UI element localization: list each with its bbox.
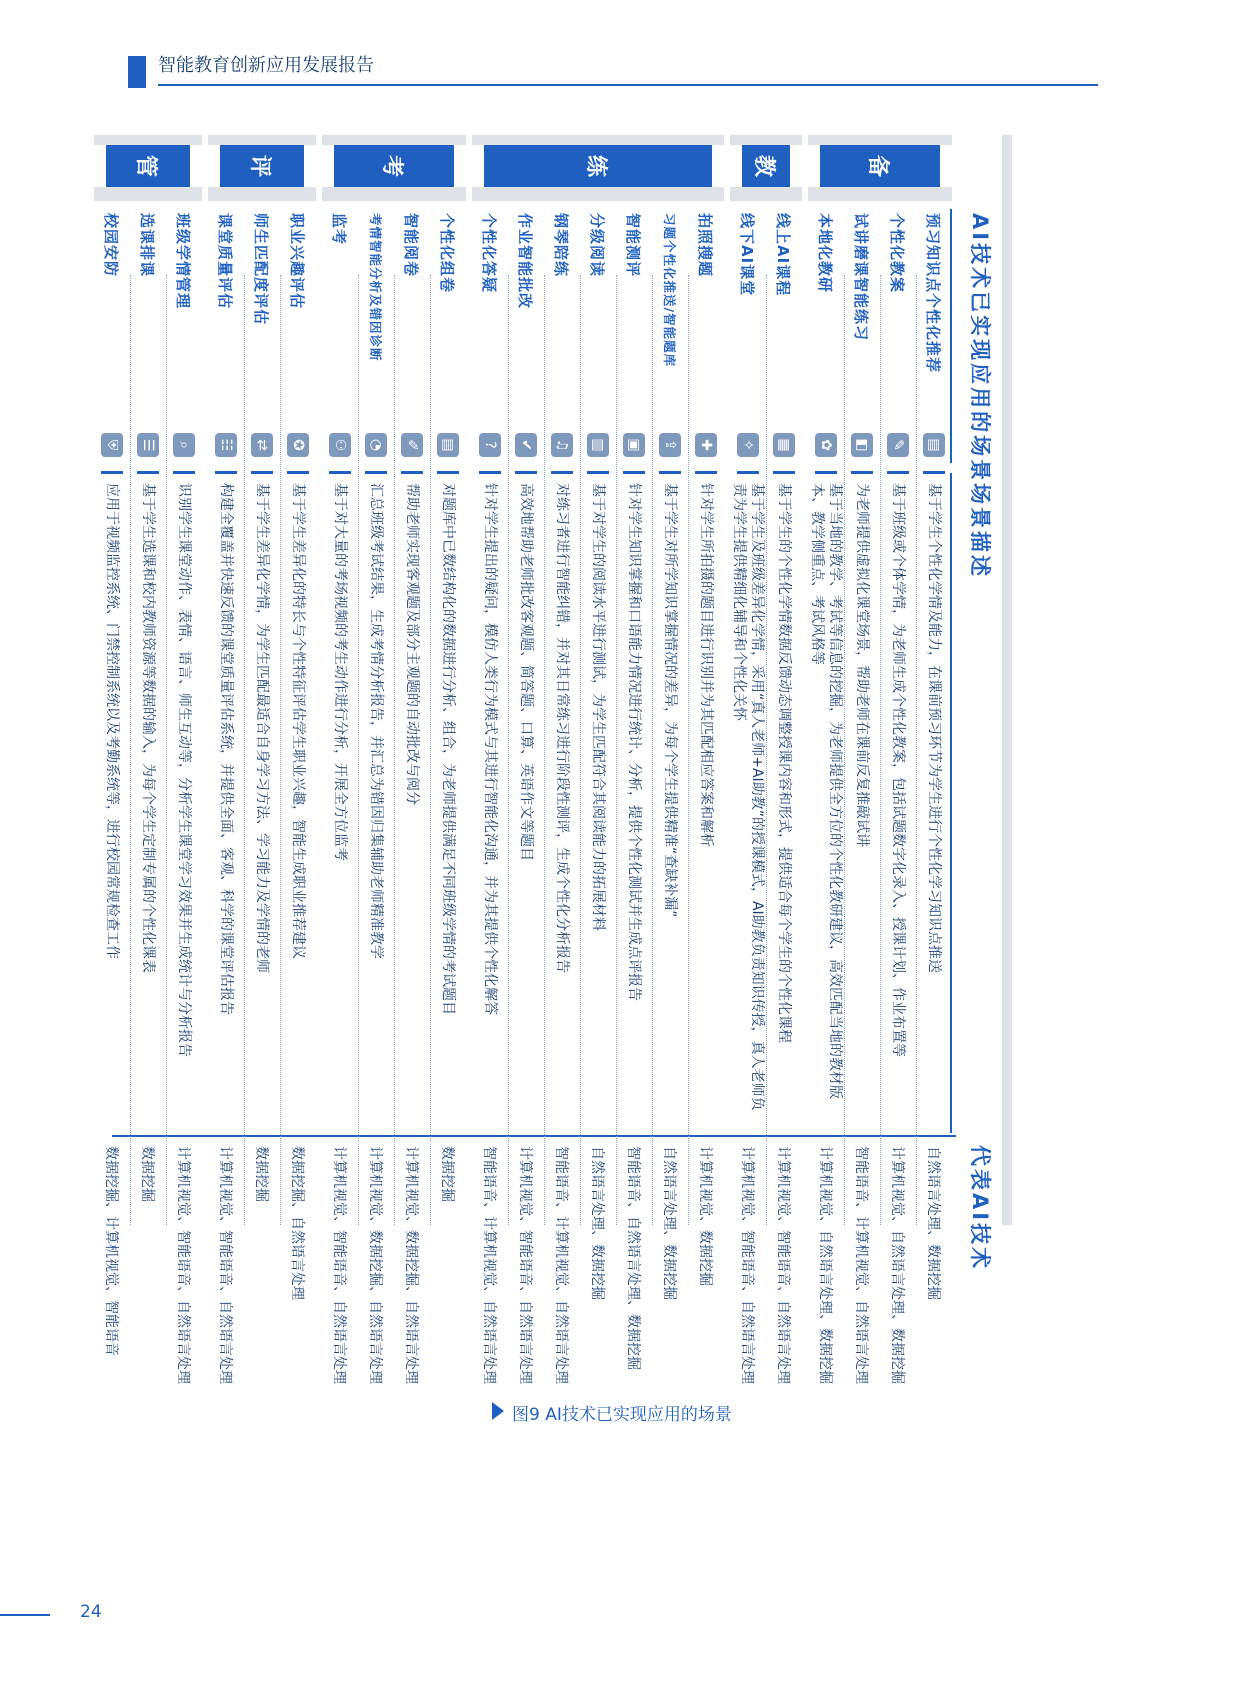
group-gutter bbox=[730, 135, 802, 145]
scenario-name: 智能测评 bbox=[624, 213, 643, 278]
scenario-description: 基于学生的个性化学情数据反馈动态调整授课内容和形式，提供适合每个学生的个性化课程 bbox=[776, 483, 792, 1043]
scenario-description: 识别学生课堂动作、表情、语言、师生互动等，分析学生课堂学习效果并生成统计与分析报告 bbox=[176, 483, 192, 1057]
group-divider bbox=[808, 187, 952, 201]
row-accent-bar bbox=[587, 471, 609, 474]
scenario-name: 职业兴趣评估 bbox=[288, 213, 307, 310]
scenario-description: 基于班级或个体学情，为老师生成个性化教案，包括试题数字化录入、授课计划、作业布置等 bbox=[890, 483, 906, 1057]
reading-icon: ▥ bbox=[587, 433, 609, 457]
group-divider bbox=[94, 187, 202, 201]
page-number-rule bbox=[0, 1614, 50, 1616]
scenario-name: 校园安防 bbox=[102, 213, 121, 278]
music-icon: ♫ bbox=[551, 433, 573, 457]
group-divider bbox=[322, 187, 466, 201]
row-separator bbox=[880, 275, 881, 1225]
row-separator bbox=[580, 275, 581, 1225]
ai-technologies: 计算机视觉、智能语音、自然语言处理 bbox=[331, 1146, 347, 1384]
table-row bbox=[322, 201, 358, 1384]
scenario-name: 作业智能批改 bbox=[516, 213, 535, 310]
table-row bbox=[394, 201, 430, 1384]
table-row bbox=[766, 201, 802, 1384]
ai-technologies: 计算机视觉、数据挖掘、自然语言处理 bbox=[367, 1146, 383, 1384]
proctor-icon: ⚇ bbox=[329, 433, 351, 457]
row-accent-bar bbox=[623, 471, 645, 474]
ai-technologies: 计算机视觉、智能语音、自然语言处理 bbox=[775, 1146, 791, 1384]
desc-heading: 场景描述 bbox=[968, 483, 992, 579]
ai-technologies: 智能语音、自然语言处理、数据挖掘 bbox=[625, 1146, 641, 1370]
table-row bbox=[472, 201, 508, 1384]
group-gutter bbox=[208, 135, 316, 145]
career-icon: ✪ bbox=[287, 433, 309, 457]
row-separator bbox=[394, 275, 395, 1225]
header-accent-block bbox=[128, 56, 146, 88]
row-separator bbox=[616, 275, 617, 1225]
row-separator bbox=[766, 275, 767, 1225]
shield-icon: ⛨ bbox=[101, 433, 123, 457]
scenario-description: 基于当地的教学、考试等信息的挖掘，为老师提供全方位的个性化教研建议，高效匹配当地的教材版本、教学侧重点、考试风格等 bbox=[809, 483, 843, 1099]
table-row bbox=[580, 201, 616, 1300]
row-accent-bar bbox=[251, 471, 273, 474]
scenario-name: 钢琴陪练 bbox=[552, 213, 571, 278]
group-gutter bbox=[322, 135, 466, 145]
network-icon: ✧ bbox=[737, 433, 759, 457]
row-separator bbox=[358, 275, 359, 1225]
classroom-icon: ☷ bbox=[215, 433, 237, 457]
row-separator bbox=[244, 275, 245, 1225]
group-gutter bbox=[94, 135, 202, 145]
scenario-name: 个性化教案 bbox=[888, 213, 907, 294]
scenario-description: 基于对大量的考场视频的考生动作进行分析，开展全方位监考 bbox=[332, 483, 348, 861]
scenario-name: 个性化组卷 bbox=[438, 213, 457, 294]
row-accent-bar bbox=[695, 471, 717, 474]
scenario-name: 选课排课 bbox=[138, 213, 157, 278]
ai-technologies: 数据挖掘、自然语言处理 bbox=[289, 1146, 305, 1300]
paper-icon: ▤ bbox=[437, 433, 459, 457]
row-accent-bar bbox=[815, 471, 837, 474]
scenario-name: 习题个性化推送/智能题库 bbox=[662, 213, 677, 368]
caption-arrow-icon bbox=[492, 1402, 504, 1420]
scenario-name: 试讲磨课智能练习 bbox=[852, 213, 871, 342]
row-separator bbox=[544, 275, 545, 1225]
table-row bbox=[616, 201, 652, 1370]
category-label: 练 bbox=[484, 145, 712, 187]
row-separator bbox=[280, 275, 281, 1225]
row-separator bbox=[430, 275, 431, 1225]
category-group bbox=[472, 135, 724, 1384]
ai-technologies: 计算机视觉、数据挖掘 bbox=[697, 1146, 713, 1286]
row-accent-bar bbox=[215, 471, 237, 474]
category-group bbox=[730, 135, 802, 1384]
row-separator bbox=[652, 275, 653, 1225]
scenario-description: 为老师提供虚拟化课堂场景，帮助老师在课前反复推敲试讲 bbox=[854, 483, 870, 847]
search-icon: ⌕ bbox=[173, 433, 195, 457]
table-row bbox=[652, 201, 688, 1300]
scenario-description: 帮助老师实现客观题及部分主观题的自动批改与阅分 bbox=[404, 483, 420, 805]
table-row bbox=[166, 201, 202, 1384]
ai-technologies: 自然语言处理、数据挖掘 bbox=[925, 1146, 941, 1300]
category-label: 管 bbox=[106, 145, 190, 187]
row-accent-bar bbox=[137, 471, 159, 474]
row-separator bbox=[166, 275, 167, 1225]
row-accent-bar bbox=[887, 471, 909, 474]
scenario-description: 应用于视频监控系统、门禁控制系统以及考勤系统等，进行校园常规检查工作 bbox=[104, 483, 120, 959]
row-accent-bar bbox=[737, 471, 759, 474]
row-accent-bar bbox=[515, 471, 537, 474]
table-row bbox=[358, 201, 394, 1384]
marking-icon: ✐ bbox=[401, 433, 423, 457]
scenario-name: 线下AI课堂 bbox=[738, 213, 757, 297]
row-accent-bar bbox=[923, 471, 945, 474]
row-accent-bar bbox=[173, 471, 195, 474]
scenario-description: 高效地帮助老师批改客观题、简答题、口算、英语作文等题目 bbox=[518, 483, 534, 861]
match-icon: ⇄ bbox=[251, 433, 273, 457]
scenario-description: 基于学生对所学知识掌握情况的差异，为每个学生提供精准“查缺补漏” bbox=[662, 483, 678, 918]
scenario-name: 监考 bbox=[330, 213, 349, 246]
category-group bbox=[322, 135, 466, 1384]
ai-technologies: 计算机视觉、自然语言处理、数据挖掘 bbox=[889, 1146, 905, 1384]
row-accent-bar bbox=[287, 471, 309, 474]
ai-technologies: 智能语音、计算机视觉、自然语言处理 bbox=[481, 1146, 497, 1384]
puzzle-icon: ✚ bbox=[695, 433, 717, 457]
header-rule bbox=[158, 84, 1098, 86]
row-accent-bar bbox=[479, 471, 501, 474]
scenario-description: 基于学生个性化学情及能力，在课前预习环节为学生进行个性化学习知识点推送 bbox=[926, 483, 942, 973]
scenario-name: 预习知识点个性化推荐 bbox=[924, 213, 943, 374]
table-row bbox=[844, 201, 880, 1384]
row-accent-bar bbox=[659, 471, 681, 474]
scenario-description: 汇总班级考试结果，生成考情分析报告，并汇总为错因归集辅助老师精准教学 bbox=[368, 483, 384, 959]
row-accent-bar bbox=[551, 471, 573, 474]
scenario-name: 课堂质量评估 bbox=[216, 213, 235, 310]
category-label: 教 bbox=[742, 145, 790, 187]
row-separator bbox=[688, 275, 689, 1225]
lesson-plan-icon: ✎ bbox=[887, 433, 909, 457]
ai-technologies: 智能语音、计算机视觉、自然语言处理 bbox=[553, 1146, 569, 1384]
ai-technologies: 数据挖掘、计算机视觉、智能语音 bbox=[103, 1146, 119, 1356]
scenario-description: 基于学生及班级差异化学情，采用“真人老师+AI助教”的授课模式，AI助教负责知识传授，真人老师负责为学生提供精细化辅导和个性化关怀 bbox=[731, 483, 765, 1111]
research-icon: ✿ bbox=[815, 433, 837, 457]
ai-technologies: 计算机视觉、数据挖掘、自然语言处理 bbox=[403, 1146, 419, 1384]
category-group bbox=[808, 135, 952, 1384]
row-separator bbox=[844, 275, 845, 1225]
ai-technologies: 计算机视觉、智能语音、自然语言处理 bbox=[217, 1146, 233, 1384]
scenario-name: 分级阅读 bbox=[588, 213, 607, 278]
group-divider bbox=[730, 187, 802, 201]
figure-caption: 图9 AI技术已实现应用的场景 bbox=[512, 1405, 732, 1425]
ai-technologies: 数据挖掘 bbox=[439, 1146, 455, 1202]
scenario-name: 个性化答疑 bbox=[480, 213, 499, 294]
table-row bbox=[280, 201, 316, 1300]
row-separator bbox=[508, 275, 509, 1225]
table-top-band bbox=[1002, 135, 1012, 1225]
row-accent-bar bbox=[365, 471, 387, 474]
scenario-description: 对题库中已数结构化的数据进行分析、组合，为老师提供满足不同班级学情的考试题目 bbox=[440, 483, 456, 1015]
online-course-icon: ▦ bbox=[773, 433, 795, 457]
ai-technologies: 自然语言处理、数据挖掘 bbox=[661, 1146, 677, 1300]
ai-technologies: 自然语言处理、数据挖掘 bbox=[589, 1146, 605, 1300]
scenario-description: 针对学生提出的疑问，模仿人类行为模式与其进行智能化沟通，并为其提供个性化解答 bbox=[482, 483, 498, 1015]
scenario-name: 拍照搜题 bbox=[696, 213, 715, 278]
table-rotator bbox=[102, 135, 1012, 1384]
scenario-description: 基于学生差异化的特长与个性特征评估学生职业兴趣，智能生成职业推荐建议 bbox=[290, 483, 306, 959]
group-divider bbox=[208, 187, 316, 201]
table-row bbox=[880, 201, 916, 1384]
scenario-name: 班级学情管理 bbox=[174, 213, 193, 310]
scenario-description: 构建全覆盖并快速反馈的课堂质量评估系统，并提供全面、客观、科学的课堂评估报告 bbox=[218, 483, 234, 1015]
category-group bbox=[94, 135, 202, 1384]
question-icon: ? bbox=[479, 433, 501, 457]
row-accent-bar bbox=[329, 471, 351, 474]
table-title: AI技术已实现应用的场景 bbox=[968, 213, 992, 484]
scenario-name: 考情智能分析及错因诊断 bbox=[368, 213, 383, 362]
table-row bbox=[916, 201, 952, 1300]
row-separator bbox=[130, 275, 131, 1225]
page-number: 24 bbox=[80, 1602, 102, 1622]
ai-technologies: 计算机视觉、智能语音、自然语言处理 bbox=[175, 1146, 191, 1384]
category-label: 评 bbox=[220, 145, 304, 187]
group-gutter bbox=[472, 135, 724, 145]
schedule-icon: ☰ bbox=[137, 433, 159, 457]
table-row bbox=[94, 201, 130, 1356]
row-accent-bar bbox=[401, 471, 423, 474]
row-accent-bar bbox=[773, 471, 795, 474]
scenario-description: 基于学生选课和校内教师资源等数据的输入，为每个学生定制专属的个性化课表 bbox=[140, 483, 156, 973]
scenario-description: 基于学生差异化学情，为学生匹配最适合自身学习方法、学习能力及学情的老师 bbox=[254, 483, 270, 973]
row-accent-bar bbox=[437, 471, 459, 474]
scenario-name: 师生匹配度评估 bbox=[252, 213, 271, 326]
scenario-description: 基于对学生的阅读水平进行测试，为学生匹配符合其阅读能力的拓展材料 bbox=[590, 483, 606, 931]
scenario-description: 针对学生所拍摄的题目进行识别并为其匹配相应答案和解析 bbox=[698, 483, 714, 847]
ai-technologies: 数据挖掘 bbox=[139, 1146, 155, 1202]
table-row bbox=[208, 201, 244, 1384]
push-icon: ⇪ bbox=[659, 433, 681, 457]
book-icon: ▤ bbox=[923, 433, 945, 457]
assessment-icon: ▣ bbox=[623, 433, 645, 457]
table-row bbox=[130, 201, 166, 1225]
ai-technologies: 智能语音、计算机视觉、自然语言处理 bbox=[853, 1146, 869, 1384]
table-row bbox=[544, 201, 580, 1384]
scenario-name: 智能阅卷 bbox=[402, 213, 421, 278]
group-gutter bbox=[808, 135, 952, 145]
ai-technologies: 计算机视觉、智能语音、自然语言处理 bbox=[517, 1146, 533, 1384]
scenario-description: 对练习者进行智能纠错，并对其日常练习进行阶段性测评，生成个性化分析报告 bbox=[554, 483, 570, 973]
ai-technologies: 计算机视觉、智能语音、自然语言处理 bbox=[739, 1146, 755, 1384]
header-title: 智能教育创新应用发展报告 bbox=[158, 55, 374, 76]
category-group bbox=[208, 135, 316, 1384]
scenario-description: 针对学生知识掌握和口语能力情况进行统计、分析，提供个性化测试并生成点评报告 bbox=[626, 483, 642, 1001]
table-row bbox=[508, 201, 544, 1384]
row-separator bbox=[916, 275, 917, 1225]
ai-heading: 代表AI技术 bbox=[968, 1145, 992, 1272]
table-header bbox=[958, 135, 1002, 1272]
table-row bbox=[688, 201, 724, 1286]
homework-icon: ✔ bbox=[515, 433, 537, 457]
table-row bbox=[808, 201, 844, 1384]
ai-technologies: 计算机视觉、自然语言处理、数据挖掘 bbox=[817, 1146, 833, 1384]
table-row bbox=[430, 201, 466, 1225]
ai-technologies: 数据挖掘 bbox=[253, 1146, 269, 1202]
rehearsal-icon: ◧ bbox=[851, 433, 873, 457]
row-accent-bar bbox=[851, 471, 873, 474]
category-label: 考 bbox=[334, 145, 454, 187]
scenario-name: 本地化教研 bbox=[816, 213, 835, 294]
table-row bbox=[244, 201, 280, 1225]
group-divider bbox=[472, 187, 724, 201]
table-row bbox=[730, 201, 766, 1384]
scenario-table bbox=[102, 135, 1012, 1384]
scenario-name: 线上AI课程 bbox=[774, 213, 793, 297]
category-label: 备 bbox=[820, 145, 940, 187]
row-accent-bar bbox=[101, 471, 123, 474]
analysis-icon: ◔ bbox=[365, 433, 387, 457]
